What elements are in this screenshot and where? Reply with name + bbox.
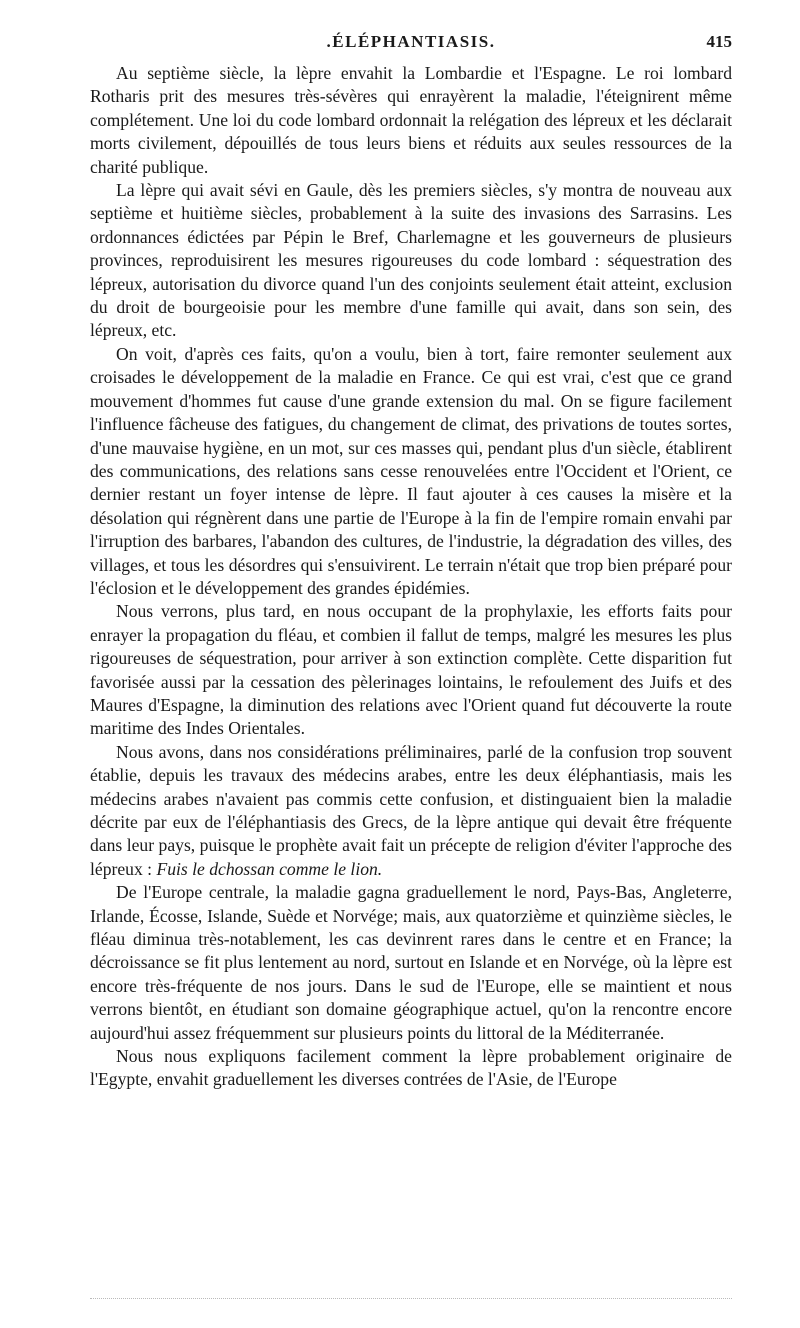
- footer-rule: [90, 1298, 732, 1299]
- paragraph-europe-nord: [90, 881, 732, 1045]
- paragraph-text: La lèpre qui avait sévi en Gaule, dès les premiers siècles, s'y montra de nouveau aux septième et huitième siècles, probablement à la suite des invasions des Sarrasins. Les ordonnances édictées par Pépin le Bref, Charlemagne et les gouverneurs de plusieurs provinces, reproduisirent les mesures rigoureuses du code lombard : séquestration des lépreux, autorisation du divorce quand l'un des conjoints seulement était atteint, exclusion du droit de bourgeoisie pour les membre d'une famille qui avait, dans son sein, des lépreux, etc.: [90, 180, 732, 341]
- italic-quotation: Fuis le dchossan comme le lion.: [156, 858, 383, 879]
- body-text: [90, 62, 732, 1092]
- paragraph-text: Au septième siècle, la lèpre envahit la Lombardie et l'Espagne. Le roi lombard Rotharis prit des mesures très-sévères qui enrayèrent la maladie, l'éteignirent même complétement. Une loi du code lombard ordonnait la relégation des lépreux et les déclarait morts civilement, dépouillés de tous leurs biens et réduits aux seules ressources de la charité publique.: [90, 63, 732, 177]
- paragraph-lombardie: [90, 62, 732, 179]
- paragraph-text: Nous avons, dans nos considérations préliminaires, parlé de la confusion trop souvent établie, depuis les travaux des médecins arabes, entre les deux éléphantiasis, mais les médecins arabes n'avaient pas commis cette confusion, et distinguaient bien la maladie décrite par eux de l'éléphantiasis des Grecs, de la lèpre antique qui devait être fréquente dans leur pays, puisque le prophète avait fait un précepte de religion d'éviter l'approche des lépreux :: [90, 741, 732, 879]
- paragraph-text: Nous verrons, plus tard, en nous occupant de la prophylaxie, les efforts faits pour enrayer la propagation du fléau, et combien il fallut de temps, malgré les mesures les plus rigoureuses de séquestration, pour arriver à son extinction complète. Cette disparition fut favorisée aussi par la cessation des pèlerinages lointains, le refoulement des Juifs et des Maures d'Espagne, la diminution des relations avec l'Orient quand fut découverte la route maritime des Indes Orientales.: [90, 601, 732, 739]
- running-title: .ÉLÉPHANTIASIS.: [326, 32, 496, 51]
- running-head: [90, 22, 732, 62]
- paragraph-egypte: [90, 1045, 732, 1092]
- paragraph-text: De l'Europe centrale, la maladie gagna graduellement le nord, Pays-Bas, Angleterre, Irlande, Écosse, Islande, Suède et Norvége; mais, aux quatorzième et quinzième siècles, le fléau diminua très-notablement, les cas devinrent rares dans le centre et en France; la décroissance se fit plus lentement au nord, surtout en Islande et en Norvége, où la lèpre est encore très-fréquente de nos jours. Dans le sud de l'Europe, elle se maintient et nous verrons bientôt, en étudiant son domaine géographique actuel, qu'on la rencontre encore aujourd'hui assez fréquemment sur plusieurs points du littoral de la Méditerranée.: [90, 882, 732, 1043]
- paragraph-gaule: [90, 179, 732, 343]
- paragraph-croisades: [90, 343, 732, 600]
- paragraph-text: Nous nous expliquons facilement comment la lèpre probablement originaire de l'Egypte, envahit graduellement les diverses contrées de l'Asie, de l'Europe: [90, 1046, 732, 1090]
- paragraph-medecins-arabes: [90, 741, 732, 881]
- paragraph-text: On voit, d'après ces faits, qu'on a voulu, bien à tort, faire remonter seulement aux croisades le développement de la maladie en France. Ce qui est vrai, c'est que ce grand mouvement d'hommes fut cause d'une grande extension du mal. On se figure facilement l'influence fâcheuse des fatigues, du changement de climat, des privations de toutes sortes, d'une mauvaise hygiène, en un mot, sur ces masses qui, pendant plus d'un siècle, établirent des communications, des relations sans cesse renouvelées entre l'Occident et l'Orient, ce dernier restant un foyer intense de lèpre. Il faut ajouter à ces causes la misère et la désolation qui régnèrent dans une partie de l'Europe à la fin de l'empire romain envahi par l'irruption des barbares, l'abandon des cultures, de l'industrie, la dégradation des villes, des villages, et tous les désordres qui s'ensuivirent. Le terrain n'était que trop bien préparé pour l'éclosion et le développement des grandes épidémies.: [90, 343, 732, 598]
- page-number: 415: [706, 32, 732, 51]
- paragraph-prophylaxie: [90, 600, 732, 740]
